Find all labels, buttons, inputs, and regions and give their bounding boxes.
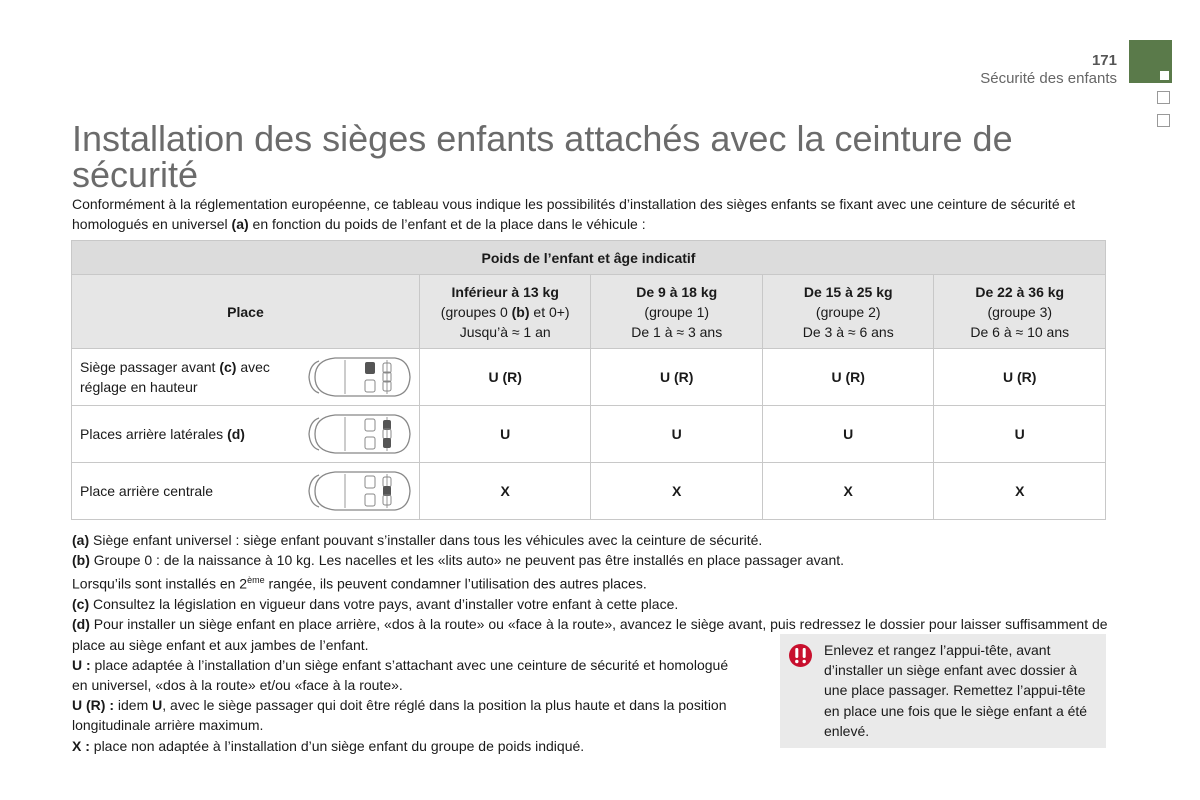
seat-value: X (934, 463, 1106, 520)
age-label: Jusqu’à ≈ 1 an (459, 323, 551, 340)
group-label: (groupe 1) (644, 303, 710, 320)
page-number: 171 (1091, 52, 1117, 69)
weight-header-1 (591, 275, 763, 349)
seat-value: U (R) (591, 349, 763, 406)
age-label: De 3 à ≈ 6 ans (802, 323, 894, 340)
weight-label: De 9 à 18 kg (636, 283, 718, 300)
weight-label: Inférieur à 13 kg (451, 283, 559, 300)
place-cell (72, 406, 420, 463)
warning-box (780, 634, 1106, 748)
seat-value: X (591, 463, 763, 520)
chapter-tab-box (1157, 91, 1170, 104)
legend-x: X : place non adaptée à l’installation d’un siège enfant du groupe de poids indiqué. (72, 737, 585, 754)
place-cell (72, 349, 420, 406)
legend-ur: U (R) : idem U, avec le siège passager qui doit être réglé dans la position la plus haute et dans la position longitudinale arrière maximum. (72, 697, 727, 734)
group-label: (groupes 0 (b) et 0+) (440, 303, 570, 320)
table-main-header: Poids de l’enfant et âge indicatif (72, 241, 1106, 275)
weight-label: De 22 à 36 kg (975, 283, 1065, 300)
table-row (72, 406, 1106, 463)
intro-paragraph (72, 194, 1112, 234)
chapter-tab-active (1129, 40, 1172, 83)
footnote-c: (c) Consultez la législation en vigueur dans votre pays, avant d’installer votre enfant à cette place. (72, 596, 679, 613)
tab-square-icon (1160, 71, 1169, 80)
weight-header-0 (419, 275, 591, 349)
child-seat-table (71, 240, 1106, 520)
place-header: Place (72, 275, 420, 349)
seat-value: U (R) (419, 349, 591, 406)
section-title: Sécurité des enfants (980, 70, 1117, 87)
seat-value: U (934, 406, 1106, 463)
intro-ref: (a) (231, 216, 249, 232)
weight-label: De 15 à 25 kg (803, 283, 893, 300)
seat-value: U (591, 406, 763, 463)
seat-value: U (R) (934, 349, 1106, 406)
place-label: Places arrière latérales (d) (80, 426, 245, 442)
car-seat-diagram-icon (307, 466, 413, 516)
seat-value: X (419, 463, 591, 520)
legend-u: U : place adaptée à l’installation d’un siège enfant s’attachant avec une ceinture de sécurité et homologué en universel, «dos à la route» et/ou «face à la route». (72, 656, 729, 694)
page-header (980, 52, 1117, 88)
footnote-b: (b) Groupe 0 : de la naissance à 10 kg. Les nacelles et les «lits auto» ne peuvent pas être installés en place passager avant. (72, 552, 845, 569)
footnote-b-continued: Lorsqu’ils sont installés en 2ème rangée, ils peuvent condamner l’utilisation des autres places. (72, 575, 647, 593)
seat-value: U (R) (762, 349, 934, 406)
seat-value: U (762, 406, 934, 463)
weight-header-2 (762, 275, 934, 349)
seat-value: X (762, 463, 934, 520)
footnote-d: (d) Pour installer un siège enfant en place arrière, «dos à la route» ou «face à la route», avancez le siège avant, puis redressez le dossier pour laisser suffisamment de place au siège enfant et aux jambes de l’enfant. (72, 616, 1108, 653)
place-label: Place arrière centrale (80, 483, 214, 499)
intro-text: Conformément à la réglementation européenne, ce tableau vous indique les possibilités d’installation des sièges enfants se fixant avec une ceinture de sécurité et homologués en universel (72, 196, 1076, 232)
chapter-tab-box (1157, 114, 1170, 127)
seat-value: U (419, 406, 591, 463)
group-label: (groupe 2) (815, 303, 881, 320)
table-row (72, 349, 1106, 406)
footnote-a: (a) Siège enfant universel : siège enfant pouvant s’installer dans tous les véhicules avec la ceinture de sécurité. (72, 532, 763, 548)
car-seat-diagram-icon (307, 409, 413, 459)
warning-exclamation-icon (789, 644, 812, 667)
age-label: De 1 à ≈ 3 ans (631, 323, 723, 340)
place-cell (72, 463, 420, 520)
place-label: Siège passager avant (c) avec réglage en hauteur (80, 359, 270, 395)
weight-header-3 (934, 275, 1106, 349)
car-seat-diagram-icon (307, 352, 413, 402)
page-title: Installation des sièges enfants attachés avec la ceinture de sécurité (72, 118, 1013, 195)
intro-text: en fonction du poids de l’enfant et de la place dans le véhicule : (248, 216, 646, 232)
age-label: De 6 à ≈ 10 ans (970, 323, 1070, 340)
group-label: (groupe 3) (987, 303, 1053, 320)
table-row (72, 463, 1106, 520)
warning-text: Enlevez et rangez l’appui-tête, avant d’installer un siège enfant avec dossier à une place passager. Remettez l’appui-tête en place une fois que le siège enfant a été enlevé. (824, 642, 1088, 739)
